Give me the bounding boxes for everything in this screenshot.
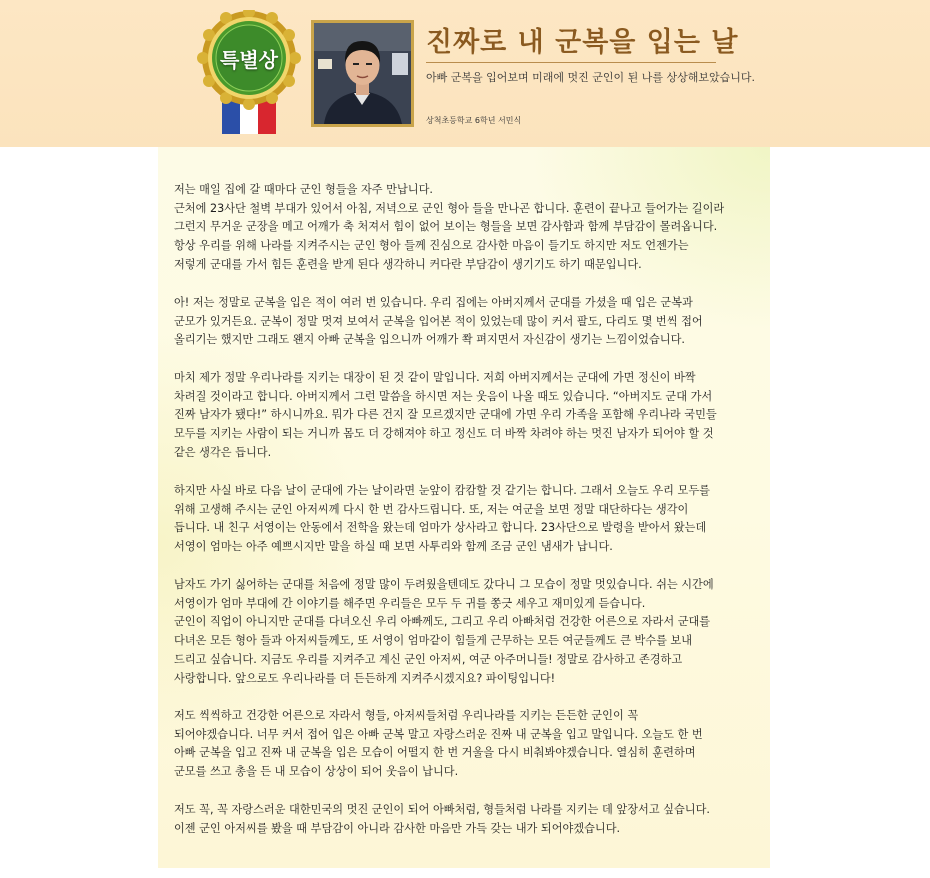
essay-paragraph-3 (174, 369, 762, 463)
essay-line: 서영이가 엄마 부대에 간 이야기를 해주면 우리들은 모두 두 귀를 쫑긋 세우고 재미있게 듣습니다. (174, 596, 646, 610)
essay-line: 군모를 쓰고 총을 든 내 모습이 상상이 되어 웃음이 납니다. (174, 765, 459, 779)
essay-line: 저는 매일 집에 갈 때마다 군인 형들을 자주 만납니다. (174, 183, 433, 196)
essay-paragraph-6 (174, 707, 762, 782)
essay-line: 하지만 사실 바로 다음 날이 군대에 가는 날이라면 눈앞이 캄캄할 것 같기는 합니다. 그래서 오늘도 우리 모두를 (174, 484, 710, 497)
essay-line: 같은 생각은 듭니다. (174, 445, 272, 459)
author-credit: 상척초등학교 6학년 서민식 (426, 116, 522, 125)
essay-line: 항상 우리를 위해 나라를 지켜주시는 군인 형아 들께 진심으로 감사한 마음이 들기도 하지만 저도 언젠가는 (174, 239, 689, 253)
student-portrait-image (314, 23, 411, 124)
essay-line: 모두를 지키는 사람이 되는 거니까 몸도 더 강해져야 하고 정신도 더 바짝 차려야 하는 멋진 남자가 되어야 할 것 (174, 427, 714, 441)
essay-line: 저렇게 군대를 가서 힘든 훈련을 받게 된다 생각하니 커다란 부담감이 생기기도 하기 때문입니다. (174, 257, 642, 271)
essay-line: 되어야겠습니다. 너무 커서 접어 입은 아빠 군복 말고 자랑스러운 진짜 내 군복을 입고 말입니다. 오늘도 한 번 (174, 727, 703, 741)
essay-line: 저도 씩씩하고 건강한 어른으로 자라서 형들, 아저씨들처럼 우리나라를 지키는 든든한 군인이 꼭 (174, 709, 639, 722)
badge-label: 특별상 (220, 48, 278, 72)
essay-line: 올리기는 했지만 그래도 왠지 아빠 군복을 입으니까 어깨가 쫙 펴지면서 자신감이 생기는 느낌이었습니다. (174, 333, 685, 347)
essay-line: 드리고 싶습니다. 지금도 우리를 지켜주고 계신 군인 아저씨, 여군 아주머니들! 정말로 감사하고 존경하고 (174, 652, 683, 666)
essay-line: 듭니다. 내 친구 서영이는 안동에서 전학을 왔는데 엄마가 상사라고 합니다. 23사단으로 발령을 받아서 왔는데 (174, 521, 707, 535)
student-photo (311, 20, 414, 127)
essay-line: 위해 고생해 주시는 군인 아저씨께 다시 한 번 감사드립니다. 또, 저는 여군을 보면 정말 대단하다는 생각이 (174, 502, 689, 516)
essay-line: 차려질 것이라고 합니다. 아버지께서 그런 말씀을 하시면 저는 웃음이 나올 때도 있습니다. “아버지도 군대 가서 (174, 389, 713, 403)
essay-line: 아빠 군복을 입고 진짜 내 군복을 입은 모습이 어떨지 한 번 거울을 다시 비춰봐야겠습니다. 열심히 훈련하며 (174, 746, 696, 760)
essay-paragraph-4 (174, 482, 762, 557)
header-banner (0, 0, 930, 147)
essay-line: 이젠 군인 아저씨를 봤을 때 부담감이 아니라 감사한 마음만 가득 갖는 내가 되어야겠습니다. (174, 821, 621, 835)
essay-paragraph-2 (174, 294, 762, 350)
essay-line: 근처에 23사단 철벽 부대가 있어서 아침, 저녁으로 군인 형아 들을 만나곤 합니다. 훈련이 끝나고 들어가는 길이라 (174, 201, 725, 215)
essay-line: 서영이 엄마는 아주 예쁘시지만 말을 하실 때 보면 사투리와 함께 조금 군인 냄새가 납니다. (174, 540, 613, 554)
essay-line: 저도 꼭, 꼭 자랑스러운 대한민국의 멋진 군인이 되어 아빠처럼, 형들처럼 나라를 지키는 데 앞장서고 싶습니다. (174, 803, 710, 816)
essay-line: 진짜 남자가 됐다!” 하시니까요. 뭐가 다른 건지 잘 모르겠지만 군대에 가면 우리 가족을 포함해 우리나라 국민들 (174, 408, 717, 422)
essay-paragraph-1 (174, 181, 762, 275)
page-title: 진짜로 내 군복을 입는 날 (426, 27, 739, 58)
essay-line: 마치 제가 정말 우리나라를 지키는 대장이 된 것 같이 말입니다. 저희 아버지께서는 군대에 가면 정신이 바짝 (174, 371, 696, 384)
page-subtitle: 아빠 군복을 입어보며 미래에 멋진 군인이 된 나를 상상해보았습니다. (426, 71, 755, 84)
essay-body (158, 147, 770, 868)
essay-paragraph-5 (174, 576, 762, 688)
essay-line: 다녀온 모든 형아 들과 아저씨들께도, 또 서영이 엄마같이 힘들게 근무하는 모든 여군들께도 큰 박수를 보내 (174, 634, 693, 648)
essay-line: 사랑합니다. 앞으로도 우리나라를 더 든든하게 지켜주시겠지요? 파이팅입니다! (174, 671, 556, 685)
essay-line: 남자도 가기 싫어하는 군대를 처음에 정말 많이 두려웠을텐데도 갔다니 그 모습이 정말 멋있습니다. 쉬는 시간에 (174, 578, 714, 591)
essay-line: 아! 저는 정말로 군복을 입은 적이 여러 번 있습니다. 우리 집에는 아버지께서 군대를 가셨을 때 입은 군복과 (174, 296, 693, 309)
header-inner (158, 0, 770, 147)
title-divider (426, 62, 716, 63)
essay-line: 군모가 있거든요. 군복이 정말 멋져 보여서 군복을 입어본 적이 있었는데 많이 커서 팔도, 다리도 몇 번씩 접어 (174, 314, 703, 328)
essay-line: 군인이 직업이 아니지만 군대를 다녀오신 우리 아빠께도, 그리고 우리 아빠처럼 건강한 어른으로 자라서 군대를 (174, 615, 711, 629)
essay-paragraph-7 (174, 801, 762, 838)
essay-line: 그런지 무거운 군장을 메고 어깨가 축 처져서 힘이 없어 보이는 형들을 보면 감사함과 함께 부담감이 몰려옵니다. (174, 220, 718, 234)
